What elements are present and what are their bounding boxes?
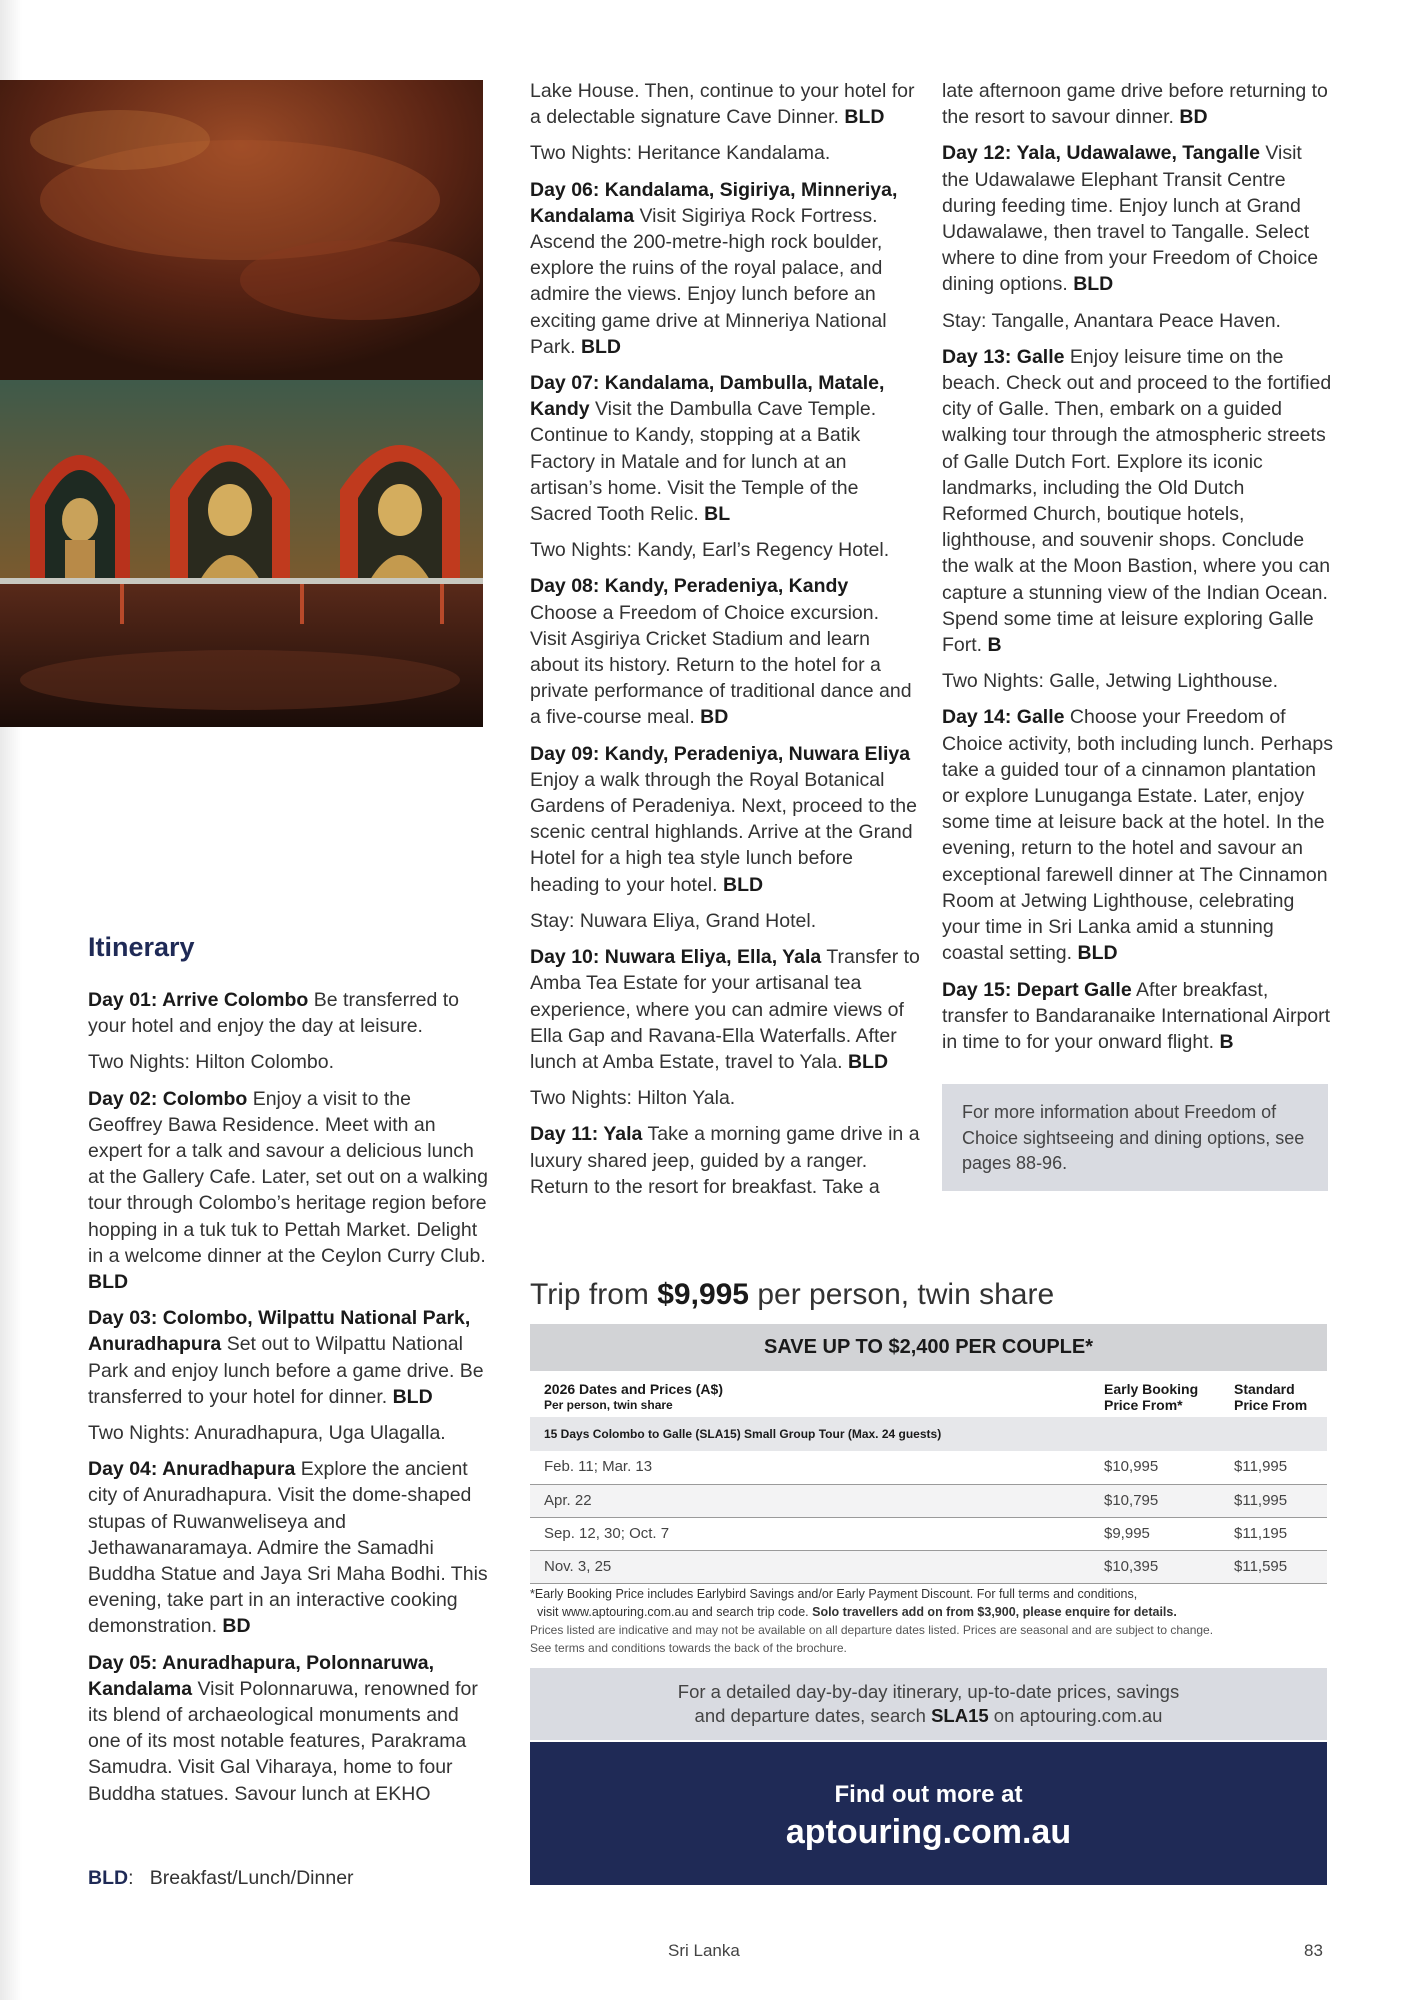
day-entry: Day 14: Galle Choose your Freedom of Choice activity, both including lunch. Perhaps take a guided tour of a cinnamon plantation or explore Lunuganga Estate. Later, enjoy some time at leisure back at the hotel. In the evening, return to the hotel and savour an exceptional farewell dinner at The Cinnamon Room at Jetwing Lighthouse, celebrating your time in Sri Lanka amid a stunning coastal setting. BLD [942,706,1333,965]
table-row: Nov. 3, 25 $10,395 $11,595 [530,1550,1327,1583]
day-entry: Lake House. Then, continue to your hotel for a delectable signature Cave Dinner. BLD [530,80,915,129]
day-entry: Day 08: Kandy, Peradeniya, Kandy Choose a Freedom of Choice excursion. Visit Asgiriya Cricket Stadium and learn about its history. Return to the hotel for a private performance of traditional dance and a five-course meal. BD [530,575,912,729]
day-entry: Day 02: Colombo Enjoy a visit to the Geoffrey Bawa Residence. Meet with an expert for a talk and savour a delicious lunch at the Gallery Cafe. Later, set out on a walking tour through Colombo’s heritage region before hopping in a tuk tuk to Pettah Market. Delight in a welcome dinner at the Ceylon Curry Club. BLD [88,1087,488,1294]
stay-entry: Two Nights: Galle, Jetwing Lighthouse. [942,670,1279,693]
stay-entry: Stay: Tangalle, Anantara Peace Haven. [942,309,1281,332]
itinerary-column-3 [942,78,1334,1065]
day-entry: Day 09: Kandy, Peradeniya, Nuwara Eliya Enjoy a walk through the Royal Botanical Gardens of Peradeniya. Next, proceed to the scenic central highlands. Arrive at the Grand Hotel for a high tea style lunch before heading to your hotel. BLD [530,742,917,896]
stay-entry: Two Nights: Anuradhapura, Uga Ulagalla. [88,1422,446,1445]
itinerary-column-2 [530,78,920,1210]
stay-entry: Two Nights: Kandy, Earl’s Regency Hotel. [530,539,890,562]
price-table [530,1373,1327,1584]
find-out-more-banner[interactable]: Find out more at aptouring.com.au [530,1742,1327,1885]
day-entry: Day 03: Colombo, Wilpattu National Park, Anuradhapura Set out to Wilpattu National Park and enjoy lunch before a game drive. Be transferred to your hotel for dinner. BLD [88,1307,484,1408]
table-row: Sep. 12, 30; Oct. 7 $9,995 $11,195 [530,1517,1327,1550]
page-number: 83 [1304,1941,1323,1960]
stay-entry: Two Nights: Hilton Yala. [530,1087,736,1110]
cave-temple-photo [0,80,483,727]
savings-banner: SAVE UP TO $2,400 PER COUPLE* [530,1324,1327,1371]
early-price-column-header: Early Booking Price From* [1104,1381,1199,1413]
price-table-header [530,1373,1327,1417]
day-entry: Day 12: Yala, Udawalawe, Tangalle Visit the Udawalawe Elephant Transit Centre during feeding time. Enjoy lunch at Grand Udawalawe, then travel to Tangalle. Select where to dine from your Freedom of Choice dining options. BLD [942,142,1319,296]
trip-price-heading: Trip from $9,995 per person, twin share [530,1278,1055,1311]
stay-entry: Stay: Nuwara Eliya, Grand Hotel. [530,909,817,932]
day-entry: late afternoon game drive before returning to the resort to savour dinner. BD [942,80,1328,129]
detailed-itinerary-box: For a detailed day-by-day itinerary, up-to-date prices, savings and departure dates, search SLA15 on aptouring.com.au [530,1668,1327,1740]
meals-legend: BLD: Breakfast/Lunch/Dinner [88,1867,354,1889]
stay-entry: Two Nights: Heritance Kandalama. [530,142,831,165]
day-entry: Day 11: Yala Take a morning game drive in a luxury shared jeep, guided by a ranger. Return to the resort for breakfast. Take a [530,1123,920,1198]
day-entry: Day 05: Anuradhapura, Polonnaruwa, Kandalama Visit Polonnaruwa, renowned for its blend of archaeological monuments and one of its most notable features, Parakrama Samudra. Visit Gal Viharaya, home to four Buddha statues. Savour lunch at EKHO [88,1651,478,1805]
tour-name-row: 15 Days Colombo to Galle (SLA15) Small Group Tour (Max. 24 guests) [530,1417,1327,1451]
day-entry: Day 15: Depart Galle After breakfast, transfer to Bandaranaike International Airport in time to for your onward flight. B [942,978,1331,1053]
table-row: Apr. 22 $10,795 $11,995 [530,1484,1327,1517]
day-entry: Day 07: Kandalama, Dambulla, Matale, Kandy Visit the Dambulla Cave Temple. Continue to Kandy, stopping at a Batik Factory in Matale and for lunch at an artisan’s home. Visit the Temple of the Sacred Tooth Relic. BL [530,372,885,526]
standard-price-column-header: Standard Price From [1234,1381,1308,1413]
price-fine-print: *Early Booking Price includes Earlybird Savings and/or Early Payment Discount. For full terms and conditions, visit www.aptouring.com.au and search trip code. Solo travellers add on from $3,900, please enquire for details. Prices listed are indicative and may not be available on all departure dates listed. Prices are seasonal and are subject to change. See terms and conditions towards the back of the brochure. [530,1587,1214,1655]
dates-column-header: 2026 Dates and Prices (A$) Per person, twin share [544,1381,723,1412]
table-row: Feb. 11; Mar. 13 $10,995 $11,995 [530,1451,1327,1484]
day-entry: Day 10: Nuwara Eliya, Ella, Yala Transfer to Amba Tea Estate for your artisanal tea experience, where you can admire views of Ella Gap and Ravana-Ella Waterfalls. After lunch at Amba Estate, travel to Yala. BLD [530,946,920,1073]
itinerary-heading: Itinerary [88,932,195,962]
itinerary-column-1 [88,987,488,1817]
freedom-of-choice-note: For more information about Freedom of Choice sightseeing and dining options, see pages 88-96. [942,1084,1328,1191]
footer-section-label: Sri Lanka [668,1941,740,1960]
stay-entry: Two Nights: Hilton Colombo. [88,1051,335,1074]
website-link[interactable]: aptouring.com.au [785,1813,1072,1851]
day-entry: Day 06: Kandalama, Sigiriya, Minneriya, Kandalama Visit Sigiriya Rock Fortress. Ascend the 200-metre-high rock boulder, explore the ruins of the royal palace, and admire the views. Enjoy lunch before an exciting game drive at Minneriya National Park. BLD [530,178,898,358]
day-entry: Day 01: Arrive Colombo Be transferred to your hotel and enjoy the day at leisure. [88,989,460,1038]
day-entry: Day 04: Anuradhapura Explore the ancient city of Anuradhapura. Visit the dome-shaped stupas of Ruwanweliseya and Jethawanaramaya. Admire the Samadhi Buddha Statue and Jaya Sri Maha Bodhi. This evening, take part in an interactive cooking demonstration. BD [88,1458,488,1638]
day-entry: Day 13: Galle Enjoy leisure time on the beach. Check out and proceed to the fortified city of Galle. Then, embark on a guided walking tour through the atmospheric streets of Galle Dutch Fort. Explore its iconic landmarks, including the Old Dutch Reformed Church, boutique hotels, lighthouse, and souvenir shops. Conclude the walk at the Moon Bastion, where you can capture a stunning view of the Indian Ocean. Spend some time at leisure exploring Galle Fort. B [942,345,1332,657]
